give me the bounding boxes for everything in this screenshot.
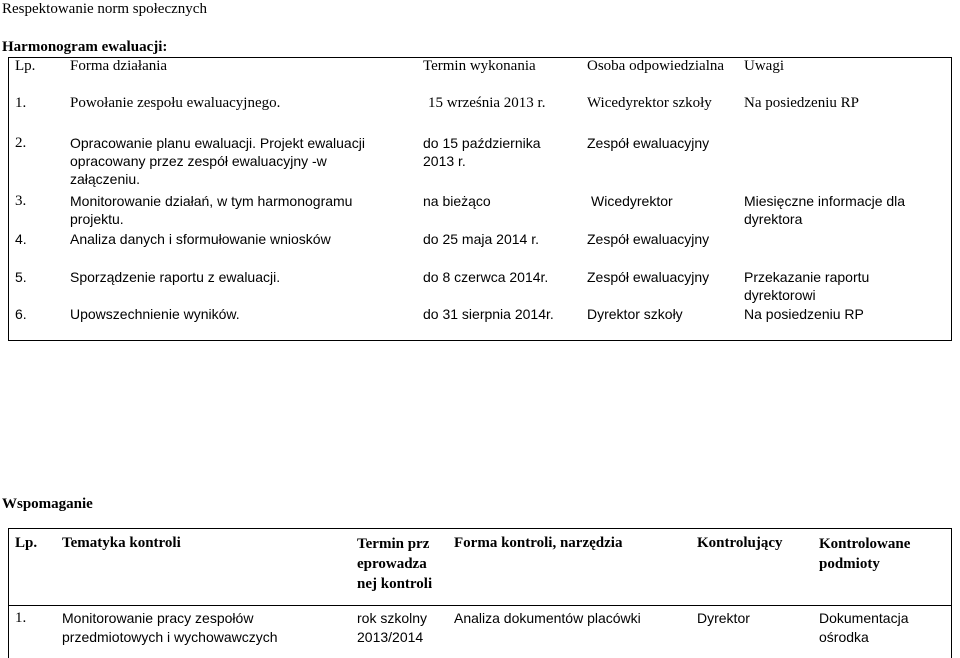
row2-1-forma: Analiza dokumentów placówki: [454, 610, 641, 626]
row4-lp: 4.: [15, 231, 27, 247]
th-uwagi: Uwagi: [744, 58, 784, 74]
row2-1-kontrolujacy: Dyrektor: [697, 610, 750, 626]
row2-forma: Opracowanie planu ewaluacji. Projekt ewaluacji opracowany przez zespół ewaluacyjny -w załączeniu.: [70, 135, 365, 187]
row1-termin: 15 września 2013 r.: [428, 95, 546, 111]
row6-lp: 6.: [15, 306, 27, 322]
row4-termin: do 25 maja 2014 r.: [423, 231, 539, 247]
row2-termin: do 15 października 2013 r.: [423, 135, 541, 169]
th-osoba: Osoba odpowiedzialna: [587, 58, 725, 74]
th2-tematyka: Tematyka kontroli: [62, 535, 181, 551]
row2-1-termin: rok szkolny 2013/2014: [357, 610, 428, 645]
th-termin: Termin wykonania: [423, 58, 536, 74]
row1-lp: 1.: [15, 95, 27, 111]
th-lp: Lp.: [15, 58, 36, 74]
row3-lp: 3.: [15, 193, 27, 209]
row2-lp: 2.: [15, 135, 27, 151]
row5-uwagi: Przekazanie raportu dyrektorowi: [744, 269, 870, 303]
row1-osoba: Wicedyrektor szkoły: [587, 95, 712, 111]
row6-uwagi: Na posiedzeniu RP: [744, 306, 864, 322]
row2-1-lp: 1.: [15, 610, 27, 626]
row2-1-tematyka: Monitorowanie pracy zespołów przedmiotowych i wychowawczych: [62, 610, 278, 645]
th2-lp: Lp.: [15, 535, 38, 551]
row4-osoba: Zespół ewaluacyjny: [587, 231, 710, 247]
wspomaganie-heading: Wspomaganie: [2, 496, 93, 512]
th2-kontrolujacy: Kontrolujący: [697, 535, 783, 551]
row1-uwagi: Na posiedzeniu RP: [744, 95, 859, 111]
row3-forma: Monitorowanie działań, w tym harmonogramu projektu.: [70, 193, 353, 227]
table2-row-divider: [8, 605, 952, 606]
row3-osoba: Wicedyrektor: [591, 193, 673, 209]
th2-termin: Termin przeprowadzanej kontroli: [357, 536, 433, 592]
harmonogram-heading: Harmonogram ewaluacji:: [2, 39, 168, 55]
th-forma: Forma działania: [70, 58, 168, 74]
row2-1-podmioty: Dokumentacja ośrodka: [819, 610, 909, 645]
row3-uwagi: Miesięczne informacje dla dyrektora: [744, 193, 906, 227]
row2-osoba: Zespół ewaluacyjny: [587, 135, 710, 151]
row5-forma: Sporządzenie raportu z ewaluacji.: [70, 269, 281, 285]
th2-podmioty: Kontrolowane podmioty: [819, 536, 911, 572]
row5-osoba: Zespół ewaluacyjny: [587, 269, 710, 285]
row6-forma: Upowszechnienie wyników.: [70, 306, 240, 322]
row5-lp: 5.: [15, 269, 27, 285]
th2-forma: Forma kontroli, narzędzia: [454, 535, 623, 551]
row6-osoba: Dyrektor szkoły: [587, 306, 683, 322]
row3-termin: na bieżąco: [423, 193, 491, 209]
row5-termin: do 8 czerwca 2014r.: [423, 269, 549, 285]
row4-forma: Analiza danych i sformułowanie wniosków: [70, 231, 331, 247]
row6-termin: do 31 sierpnia 2014r.: [423, 306, 554, 322]
page-title: Respektowanie norm społecznych: [2, 1, 207, 17]
row1-forma: Powołanie zespołu ewaluacyjnego.: [70, 95, 281, 111]
